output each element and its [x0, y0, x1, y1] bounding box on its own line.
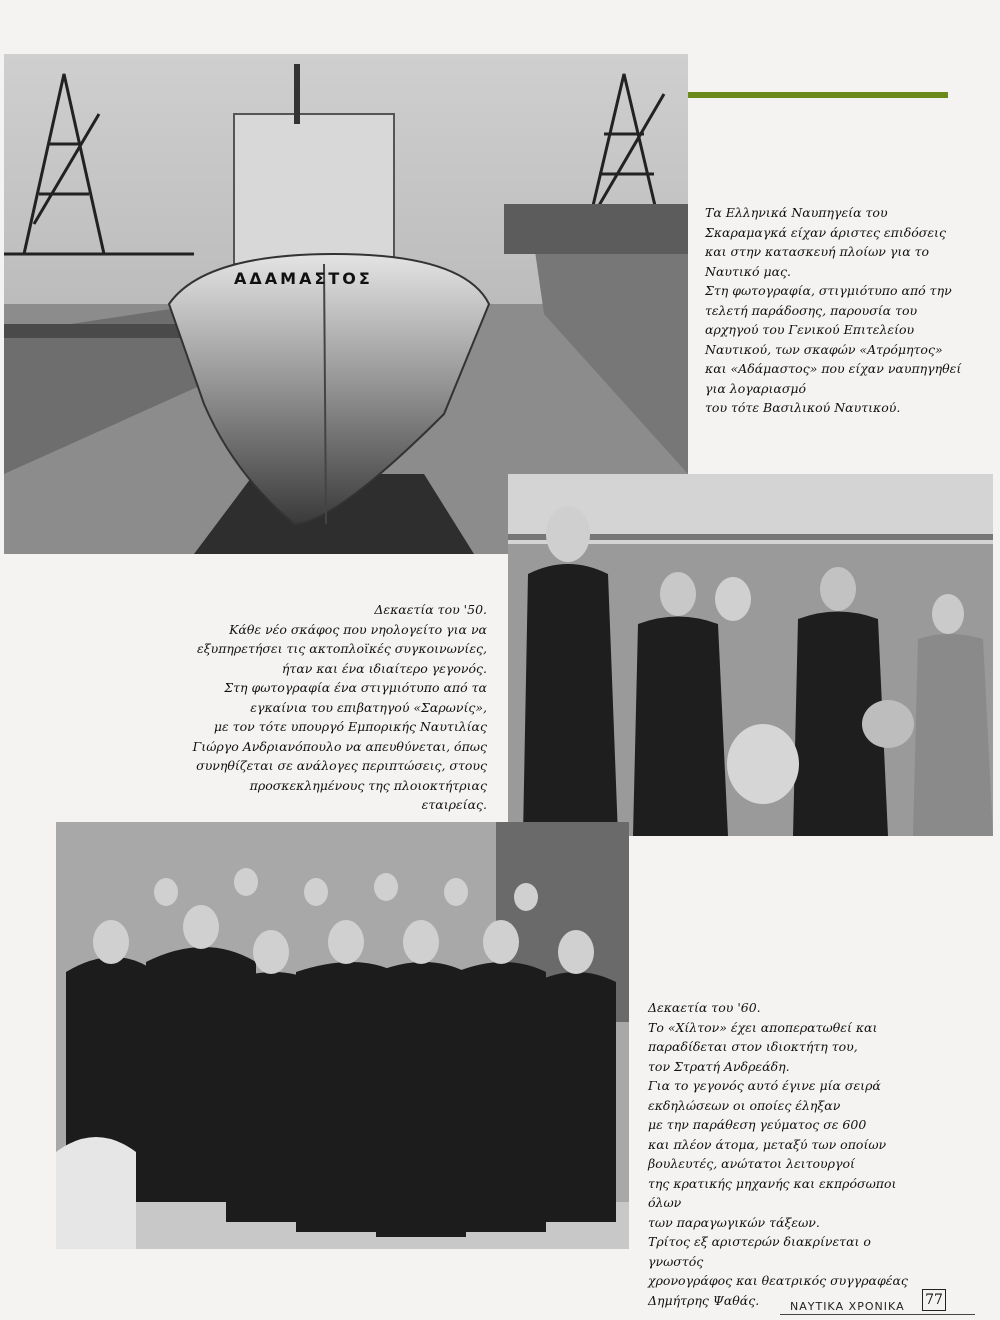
- ceremony-photo: [508, 474, 993, 836]
- caption-saronis: Δεκαετία του '50. Κάθε νέο σκάφος που νηολογείτο για να εξυπηρετήσει τις ακτοπλοϊκές συγκοινωνίες, ήταν και ένα ιδιαίτερο γεγονός. Στη φωτογραφία ένα στιγμιότυπο από τα εγκαίνια του επιβατηγού «Σαρωνίς», με τον τότε υπουργό Εμπορικής Ναυτιλίας Γιώργο Ανδριανόπουλο να απευθύνεται, όπως συνηθίζεται σε ανάλογες περιπτώσεις, στους προσκεκλημένους της πλοιοκτήτριας εταιρείας.: [192, 602, 487, 812]
- accent-divider: [688, 92, 948, 98]
- page-number: 77: [922, 1289, 946, 1311]
- magazine-name: ΝΑΥΤΙΚΑ ΧΡΟΝΙΚΑ: [790, 1300, 905, 1313]
- ship-hull-name: ΑΔΑΜΑΣΤΟΣ: [234, 269, 373, 288]
- hilton-group-photo: [56, 822, 629, 1249]
- caption-hilton: Δεκαετία του '60. Το «Χίλτον» έχει αποπερατωθεί και παραδίδεται στον ιδιοκτήτη του, τον Στρατή Ανδρεάδη. Για το γεγονός αυτό έγινε μία σειρά εκδηλώσεων οι οποίες έληξαν με την παράθεση γεύματος σε 600 και πλέον άτομα, μεταξύ των οποίων βουλευτές, ανώτατοι λειτουργοί της κρατικής μηχανής και εκπρόσωποι όλων των παραγωγικών τάξεων. Τρίτος εξ αριστερών διακρίνεται ο γνωστός χρονογράφος και θεατρικός συγγραφέας Δημήτρης Ψαθάς.: [648, 1000, 908, 1308]
- caption-shipyard: Τα Ελληνικά Ναυπηγεία του Σκαραμαγκά είχαν άριστες επιδόσεις και στην κατασκευή πλοίων για το Ναυτικό μας. Στη φωτογραφία, στιγμιότυπο από την τελετή παράδοσης, παρουσία του αρχηγού του Γενικού Επιτελείου Ναυτικού, των σκαφών «Ατρόμητος» και «Αδάμαστος» που είχαν ναυπηγηθεί για λογαριασμό του τότε Βασιλικού Ναυτικού.: [705, 205, 962, 415]
- footer-rule: [780, 1314, 975, 1315]
